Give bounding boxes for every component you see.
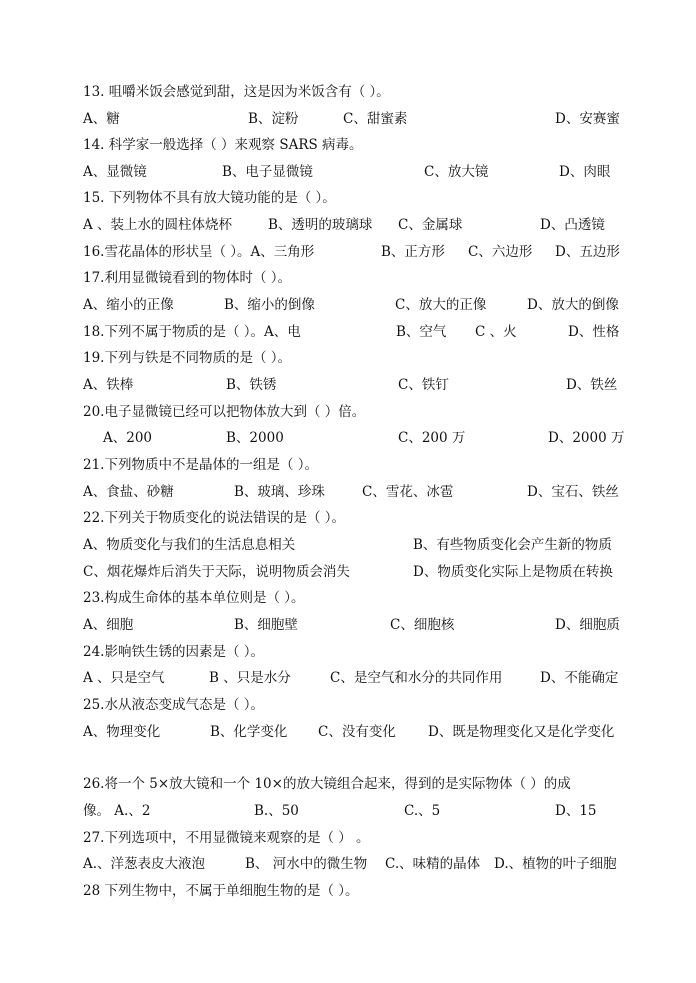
question-25: [0, 694, 696, 716]
option-d: D、安赛蜜: [555, 111, 620, 127]
question-16: [0, 241, 696, 263]
option-b: B、正方形: [381, 244, 445, 260]
option-a: A、物质变化与我们的生活息息相关: [83, 537, 296, 553]
option-d: D、凸透镜: [540, 217, 605, 233]
question-23: [0, 587, 696, 609]
option-b: B、有些物质变化会产生新的物质: [413, 537, 612, 553]
option-a: A 、只是空气: [83, 670, 165, 686]
question-text: 15. 下列物体不具有放大镜功能的是（ ）。: [83, 190, 336, 206]
q14-options: [0, 161, 696, 183]
q15-options: [0, 214, 696, 236]
option-a: A 、装上水的圆柱体烧杯: [83, 217, 233, 233]
option-b: B、淀粉: [248, 111, 299, 127]
q13-options: [0, 108, 696, 130]
option-b: B 、只是水分: [209, 670, 291, 686]
option-c: C、金属球: [398, 217, 463, 233]
question-20: [0, 401, 696, 423]
q26-options: [0, 800, 696, 822]
option-d: D、物质变化实际上是物质在转换: [413, 564, 613, 580]
q19-options: [0, 374, 696, 396]
option-a: A、细胞: [83, 617, 134, 633]
option-a: A、铁棒: [83, 377, 134, 393]
q27-options: [0, 853, 696, 875]
option-d: D、铁丝: [566, 377, 618, 393]
option-c: C、放大的正像: [395, 297, 487, 313]
option-b: B、2000: [226, 430, 284, 446]
option-d: D、五边形: [555, 244, 620, 260]
option-c: C、是空气和水分的共同作用: [330, 670, 503, 686]
option-c: C、200 万: [398, 430, 466, 446]
question-19: [0, 347, 696, 369]
option-b: B、电子显微镜: [222, 164, 313, 180]
question-28: [0, 880, 696, 902]
question-text: 26.将一个 5×放大镜和一个 10×的放大镜组合起来，得到的是实际物体（ ）的成: [83, 776, 571, 792]
question-text: 24.影响铁生锈的因素是（ ）。: [83, 644, 265, 660]
q24-options: [0, 667, 696, 689]
option-d: D、既是物理变化又是化学变化: [428, 724, 615, 740]
option-a: A、食盐、砂糖: [83, 484, 174, 500]
option-c: C、六边形: [468, 244, 533, 260]
option-d: D、宝石、铁丝: [527, 484, 619, 500]
q20-options: [0, 427, 696, 449]
q22-options-ab: [0, 534, 696, 556]
question-text: 25.水从液态变成气态是（ ）。: [83, 697, 265, 713]
option-b: B、透明的玻璃球: [268, 217, 373, 233]
q23-options: [0, 614, 696, 636]
question-24: [0, 641, 696, 663]
option-c: C、铁钉: [398, 377, 449, 393]
question-text: 17.利用显微镜看到的物体时（ ）。: [83, 270, 292, 286]
option-c: C、没有变化: [318, 724, 396, 740]
question-26: [0, 773, 696, 795]
question-15: [0, 187, 696, 209]
option-a: A.、洋葱表皮大液泡: [83, 856, 206, 872]
option-c: C.、5: [404, 803, 441, 819]
option-d: D、性格: [568, 324, 620, 340]
option-a: A、糖: [83, 111, 120, 127]
option-d: D、放大的倒像: [527, 297, 619, 313]
q21-options: [0, 481, 696, 503]
q25-options: [0, 721, 696, 743]
option-c: C、烟花爆炸后消失于天际，说明物质会消失: [83, 564, 350, 580]
option-d: D、不能确定: [540, 670, 619, 686]
question-14: [0, 134, 696, 156]
question-text: 28 下列生物中，不属于单细胞生物的是（ ）。: [83, 883, 359, 899]
question-text: 27.下列选项中，不用显微镜来观察的是（ ） 。: [83, 830, 370, 846]
question-27: [0, 827, 696, 849]
option-a: A、200: [103, 430, 153, 446]
q17-options: [0, 294, 696, 316]
option-b: B、缩小的倒像: [224, 297, 315, 313]
option-a: A、物理变化: [83, 724, 161, 740]
option-d: D、2000 万: [548, 430, 625, 446]
question-18: [0, 321, 696, 343]
option-a: A、缩小的正像: [83, 297, 174, 313]
option-c: C、雪花、冰雹: [362, 484, 454, 500]
option-c: C.、味精的晶体: [385, 856, 481, 872]
option-b: B、细胞壁: [234, 617, 298, 633]
option-c: C、细胞核: [390, 617, 455, 633]
option-b: B、铁锈: [226, 377, 277, 393]
option-a: 像。 A.、2: [83, 803, 151, 819]
option-c: C、甜蜜素: [343, 111, 408, 127]
option-b: B、 河水中的微生物: [245, 856, 368, 872]
option-c: C、放大镜: [424, 164, 489, 180]
question-text: 18.下列不属于物质的是（ ）。A、电: [83, 324, 301, 340]
option-d: D、15: [555, 803, 597, 819]
question-text: 20.电子显微镜已经可以把物体放大到（ ）倍。: [83, 404, 366, 420]
option-c: C 、火: [475, 324, 517, 340]
option-b: B.、50: [254, 803, 299, 819]
question-text: 19.下列与铁是不同物质的是（ ）。: [83, 350, 292, 366]
question-text: 23.构成生命体的基本单位则是（ ）。: [83, 590, 305, 606]
option-b: B、玻璃、珍珠: [234, 484, 325, 500]
option-d: D.、植物的叶子细胞: [494, 856, 617, 872]
question-22: [0, 507, 696, 529]
option-b: B、空气: [396, 324, 447, 340]
q22-options-cd: [0, 561, 696, 583]
question-text: 16.雪花晶体的形状呈（ ）。A、三角形: [83, 244, 315, 260]
question-17: [0, 267, 696, 289]
option-d: D、细胞质: [555, 617, 620, 633]
question-text: 22.下列关于物质变化的说法错误的是（ ）。: [83, 510, 346, 526]
option-a: A、显微镜: [83, 164, 147, 180]
question-text: 21.下列物质中不是晶体的一组是（ ）。: [83, 457, 319, 473]
question-text: 13. 咀嚼米饭会感觉到甜，这是因为米饭含有（ ）。: [83, 84, 390, 100]
question-13: [0, 81, 696, 103]
option-b: B、化学变化: [210, 724, 288, 740]
option-d: D、肉眼: [559, 164, 611, 180]
question-text: 14. 科学家一般选择（ ）来观察 SARS 病毒。: [83, 137, 363, 153]
question-21: [0, 454, 696, 476]
